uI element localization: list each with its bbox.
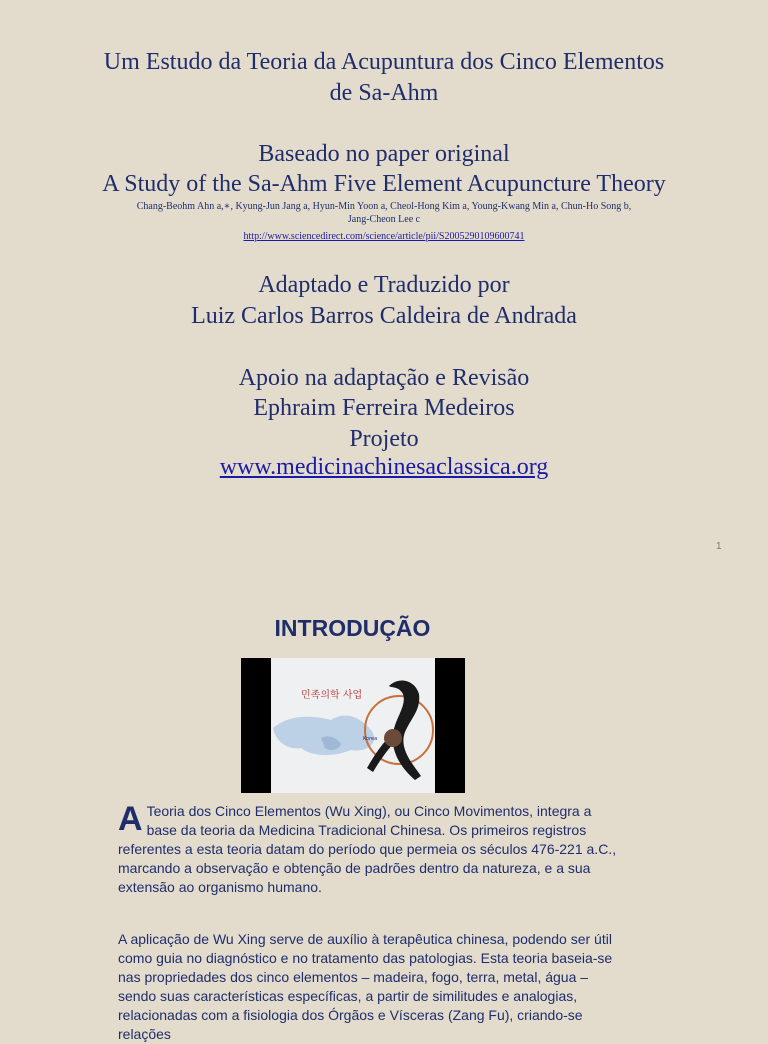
authors-line-1: Chang-Beohm Ahn a,∗, Kyung-Jun Jang a, Hyun-Min Yoon a, Cheol-Hong Kim a, Young-Kwang Min a, Chun-Ho Song b,: [136, 201, 632, 212]
authors-line-2: Jang-Cheon Lee c: [347, 214, 421, 225]
page-number: 1: [716, 541, 722, 552]
paragraph-1-text: Teoria dos Cinco Elementos (Wu Xing), ou Cinco Movimentos, integra a base da teoria da Medicina Tradicional Chinesa. Os primeiros registros referentes a esta teoria datam do período que permeia os séculos 476-221 a.C., marcando a observação e obtenção de padrões dentro da natureza, e a sua extensão ao organismo humano.: [118, 803, 617, 895]
title-line-2: de Sa-Ahm: [329, 80, 439, 106]
intro-image-content: [271, 658, 435, 793]
original-title: A Study of the Sa-Ahm Five Element Acupuncture Theory: [102, 171, 666, 197]
dropcap-letter: A: [118, 800, 143, 838]
intro-image: [241, 658, 465, 793]
map-figure-illustration: [271, 658, 435, 793]
supporter-name: Ephraim Ferreira Medeiros: [253, 395, 515, 421]
adapted-by-label: Adaptado e Traduzido por: [258, 272, 510, 298]
image-caption: 민족의학 사업: [301, 690, 363, 701]
website-link[interactable]: www.medicinachinesaclassica.org: [219, 454, 549, 480]
map-label: Korea: [363, 736, 378, 742]
project-label: Projeto: [349, 426, 419, 452]
intro-paragraph-2: A aplicação de Wu Xing serve de auxílio à terapêutica chinesa, podendo ser útil como guia no diagnóstico e no tratamento das patologias. Esta teoria baseia-se nas propriedades dos cinco elementos – madeira, fogo, terra, metal, água – sendo suas características específicas, a partir de similitudes e analogias, relacionadas com a fisiologia dos Órgãos e Vísceras (Zang Fu), criando-se relações: [118, 931, 613, 1042]
title-line-1: Um Estudo da Teoria da Acupuntura dos Cinco Elementos: [103, 49, 665, 75]
source-link[interactable]: http://www.sciencedirect.com/science/article/pii/S2005290109600741: [243, 231, 525, 242]
adapter-name: Luiz Carlos Barros Caldeira de Andrada: [191, 303, 577, 329]
intro-heading: INTRODUÇÃO: [274, 615, 431, 641]
intro-slide: [0, 580, 768, 1042]
support-label: Apoio na adaptação e Revisão: [238, 365, 530, 391]
based-on-label: Baseado no paper original: [258, 141, 510, 167]
intro-paragraph-1: [118, 802, 618, 897]
